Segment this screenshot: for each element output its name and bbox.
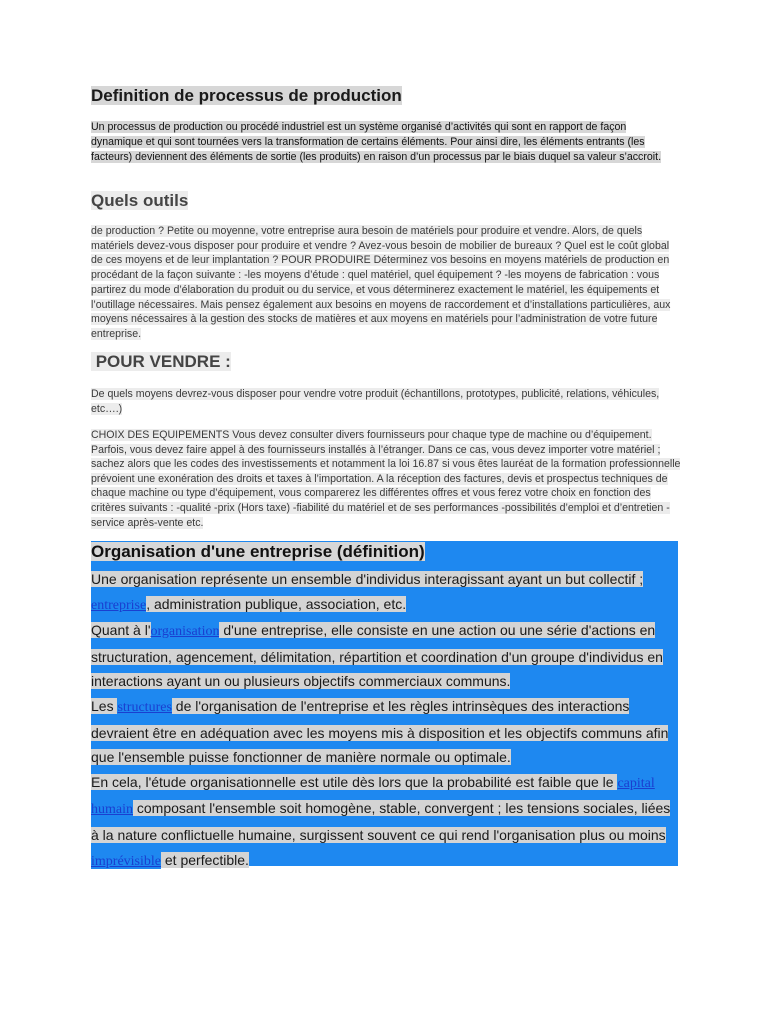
link-structures[interactable]: structures: [117, 699, 172, 715]
paragraph-choix-equipements: CHOIX DES EQUIPEMENTS Vous devez consulter divers fournisseurs pour chaque type de machine ou d’équipement. Parfois, vous devez faire appel à des fournisseurs installés à l’étranger. Dans ce cas, vous devez importer votre matériel ; sachez alors que les codes des investissements et notamment la loi 16.87 si vous êtes lauréat de la formation professionnelle prévoient une exonération des droits et taxes à l’importation. A la réception des factures, devis et prospectus techniques de chaque machine ou type d’équipement, vous comparerez les différentes offres et vous ferez votre choix en fonction des critères suivants : -qualité -prix (Hors taxe) -fiabilité du matériel et de ses performances -possibilités d’emploi et d’entretien -service après-vente etc.: [91, 429, 681, 529]
paragraph-outils-production: de production ? Petite ou moyenne, votre entreprise aura besoin de matériels pour produire et vendre. Alors, de quels matériels devez-vous disposer pour produire et vendre ? Avez-vous besoin de mobilier de bureaux ? Quel est le coût global de ces moyens et de leur implantation ? POUR PRODUIRE Déterminez vos besoins en moyens matériels de production en procédant de la façon suivante : -les moyens d’étude : quel matériel, quel équipement ? -les moyens de fabrication : vous partirez du mode d’élaboration du produit ou du service, et vous déterminerez exactement le matériel, les équipements et l’outillage nécessaires. Mais pensez également aux besoins en moyens de raccordement et d’installations particulières, aux moyens nécessaires à la gestion des stocks de matières et aux moyens en matériels pour l’administration de votre future entreprise.: [91, 225, 671, 340]
paragraph-organisation-definition: Une organisation représente un ensemble d'individus interagissant ayant un but collectif ; entreprise, administration publique, association, etc. Quant à l'organisation d'une entreprise, elle consiste en une action ou une série d'actions en structuration, agencement, délimitation, répartition et coordination d'un groupe d'individus en interactions ayant un ou plusieurs objectifs commerciaux communs. Les structures de l'organisation de l'entreprise et les règles intrinsèques des interactions devraient être en adéquation avec les moyens mis à disposition et les objectifs communs afin que l'ensemble puisse fonctionner de manière normale ou optimale. En cela, l'étude organisationnelle est utile dès lors que la probabilité est faible que le capital humain composant l'ensemble soit homogène, stable, convergent ; les tensions sociales, liées à la nature conflictuelle humaine, surgissent souvent ce qui rend l'organisation plus ou moins imprévisible et perfectible.: [91, 571, 671, 869]
link-capital-humain[interactable]: capital humain: [91, 775, 655, 818]
link-imprevisible[interactable]: imprévisible: [91, 853, 161, 869]
heading-organisation-entreprise: Organisation d'une entreprise (définition): [91, 542, 425, 561]
paragraph-moyens-vente: De quels moyens devrez-vous disposer pour vendre votre produit (échantillons, prototypes, publicité, relations, véhicules, etc….): [91, 388, 660, 415]
heading-pour-vendre: POUR VENDRE :: [91, 352, 231, 371]
paragraph-processus-definition: Un processus de production ou procédé industriel est un système organisé d’activités qui sont en rapport de façon dynamique et qui sont tournées vers la transformation de certains éléments. Pour ainsi dire, les éléments entrants (les facteurs) deviennent des éléments de sortie (les produits) en raison d’un processus par le biais duquel sa valeur s’accroit.: [91, 121, 662, 163]
heading-quels-outils: Quels outils: [91, 191, 189, 210]
link-organisation[interactable]: organisation: [150, 624, 220, 640]
heading-processus-production: Definition de processus de production: [91, 86, 402, 105]
link-entreprise[interactable]: entreprise: [91, 597, 147, 613]
